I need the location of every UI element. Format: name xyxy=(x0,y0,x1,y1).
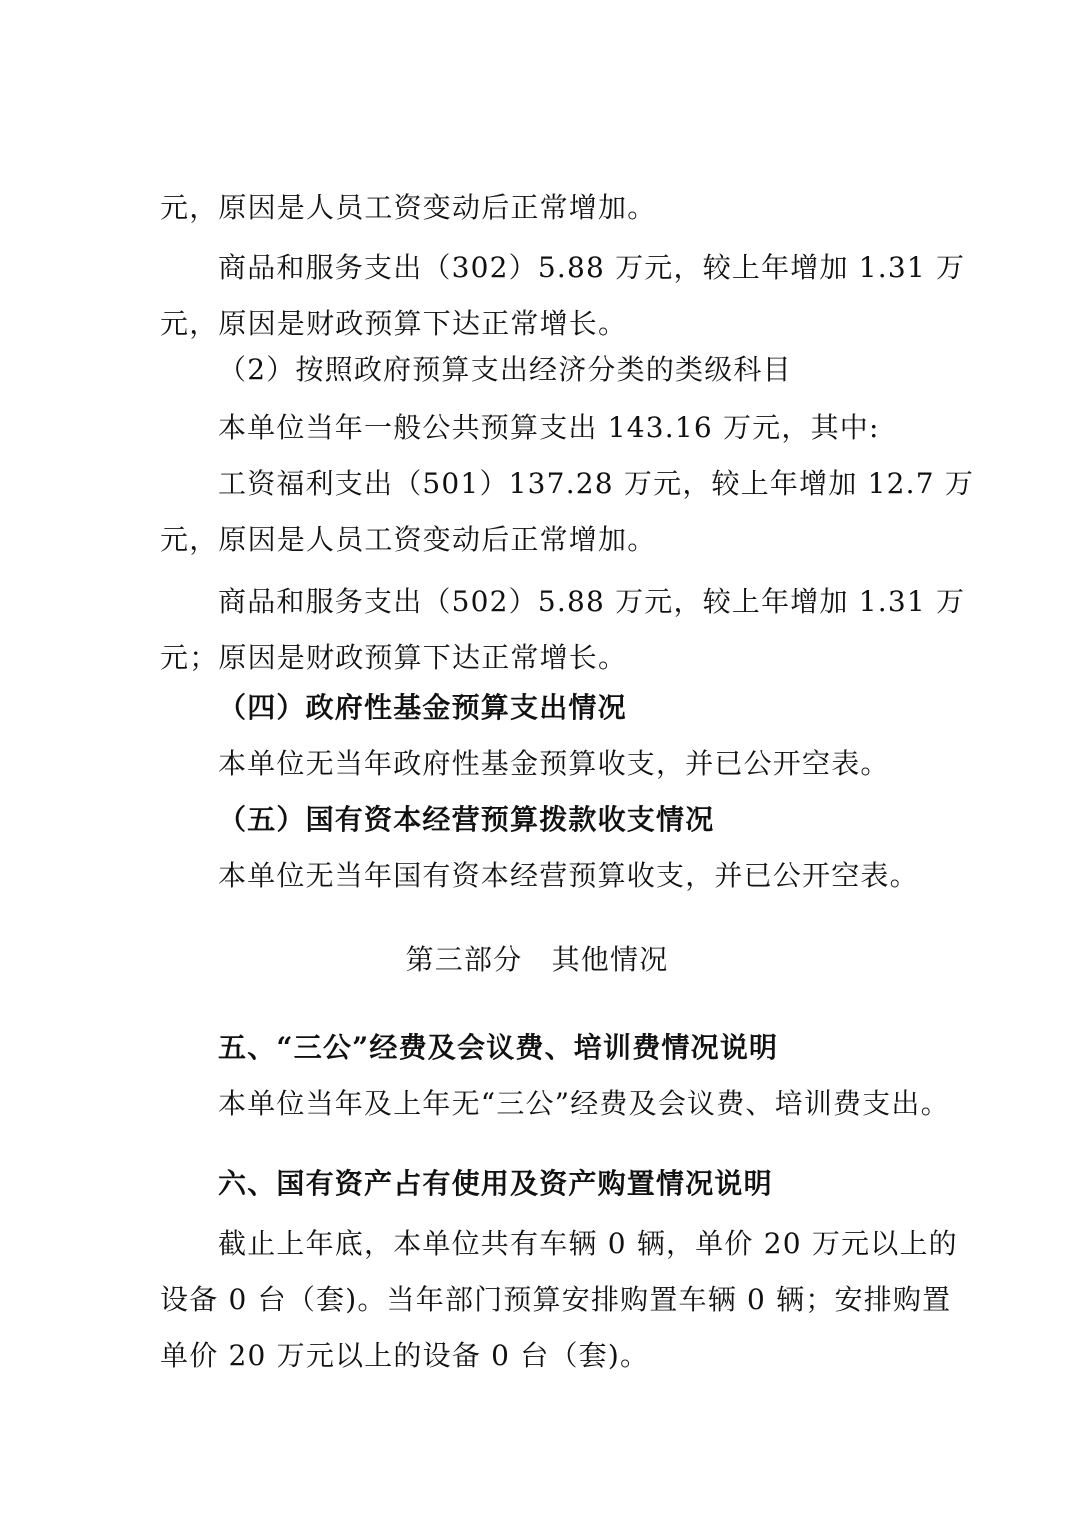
subsection-heading: （2）按照政府预算支出经济分类的类级科目 xyxy=(218,353,792,386)
paragraph-line: 工资福利支出（501）137.28 万元，较上年增加 12.7 万 xyxy=(218,467,975,500)
paragraph-line: 截止上年底，本单位共有车辆 0 辆，单价 20 万元以上的 xyxy=(218,1227,958,1260)
paragraph-line: 本单位当年及上年无“三公”经费及会议费、培训费支出。 xyxy=(218,1087,950,1120)
paragraph-line: 单价 20 万元以上的设备 0 台（套)。 xyxy=(160,1339,650,1372)
paragraph-line: 本单位无当年政府性基金预算收支，并已公开空表。 xyxy=(218,747,890,780)
section-heading-4: （四）政府性基金预算支出情况 xyxy=(218,691,627,724)
paragraph-line: 元，原因是人员工资变动后正常增加。 xyxy=(160,191,657,224)
section-heading-six: 六、国有资产占有使用及资产购置情况说明 xyxy=(218,1167,773,1200)
paragraph-line: 元，原因是人员工资变动后正常增加。 xyxy=(160,523,657,556)
paragraph-line: 设备 0 台（套)。当年部门预算安排购置车辆 0 辆；安排购置 xyxy=(160,1283,952,1316)
paragraph-line: 本单位无当年国有资本经营预算收支，并已公开空表。 xyxy=(218,859,919,892)
section-heading-five: 五、“三公”经费及会议费、培训费情况说明 xyxy=(218,1031,779,1064)
paragraph-line: 本单位当年一般公共预算支出 143.16 万元，其中: xyxy=(218,411,880,444)
paragraph-line: 商品和服务支出（502）5.88 万元，较上年增加 1.31 万 xyxy=(218,585,966,618)
paragraph-line: 商品和服务支出（302）5.88 万元，较上年增加 1.31 万 xyxy=(218,251,966,284)
paragraph-line: 元，原因是财政预算下达正常增长。 xyxy=(160,307,628,340)
paragraph-line: 元；原因是财政预算下达正常增长。 xyxy=(160,641,628,674)
section-heading-5: （五）国有资本经营预算拨款收支情况 xyxy=(218,803,715,836)
part-title: 第三部分 其他情况 xyxy=(405,943,669,976)
